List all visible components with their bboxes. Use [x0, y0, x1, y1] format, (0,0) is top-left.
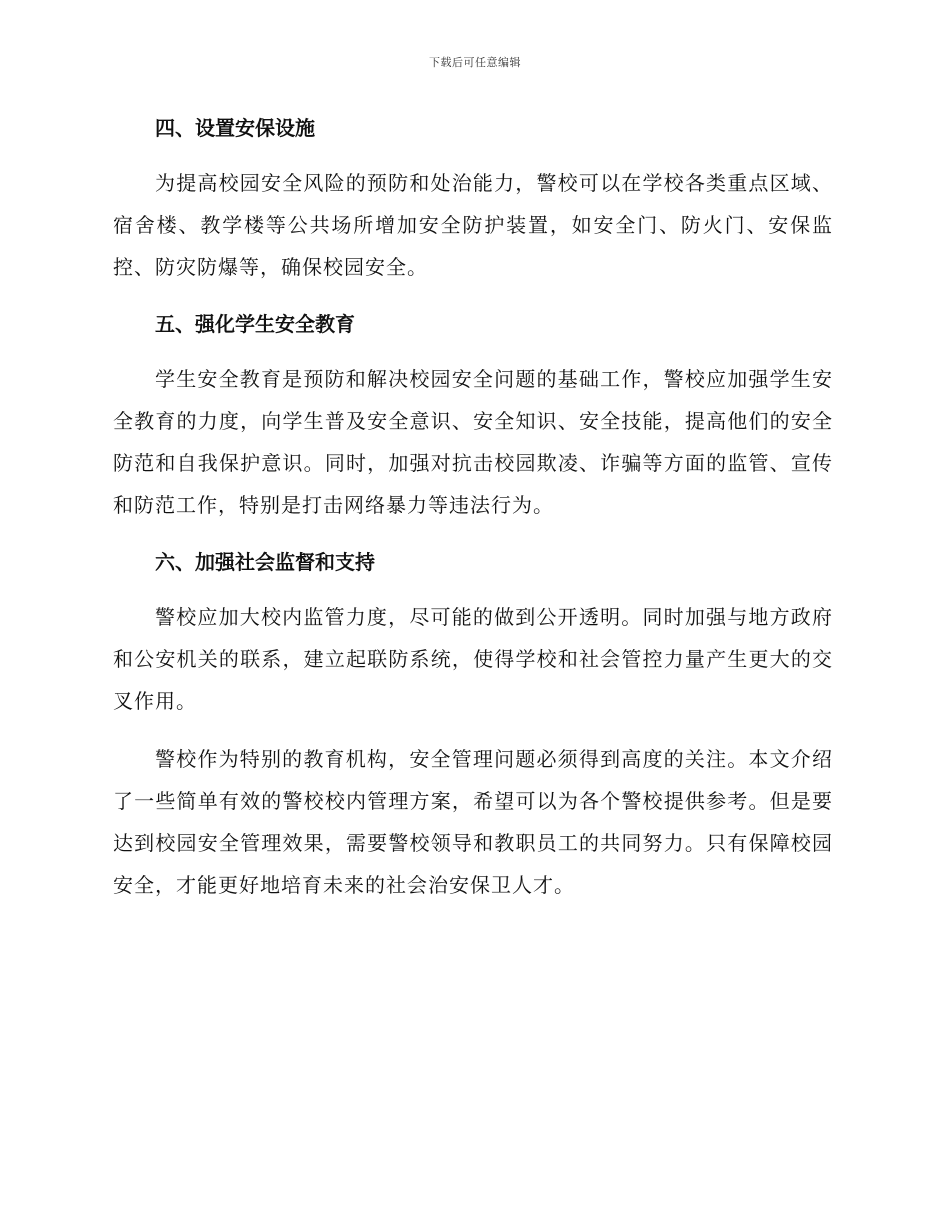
section-paragraph: 学生安全教育是预防和解决校园安全问题的基础工作，警校应加强学生安全教育的力度，向学生普及安全意识、安全知识、安全技能，提高他们的安全防范和自我保护意识。同时，加强对抗击校园欺凌、诈骗等方面的监管、宣传和防范工作，特别是打击网络暴力等违法行为。: [113, 367, 833, 517]
section-heading: 四、设置安保设施: [155, 116, 315, 140]
section-heading: 六、加强社会监督和支持: [155, 550, 375, 574]
section-5: [113, 304, 833, 526]
section-6: [113, 542, 833, 722]
section-4: [113, 108, 833, 288]
section-paragraph: 警校应加大校内监管力度，尽可能的做到公开透明。同时加强与地方政府和公安机关的联系，建立起联防系统，使得学校和社会管控力量产生更大的交叉作用。: [113, 605, 833, 713]
section-paragraph: 为提高校园安全风险的预防和处治能力，警校可以在学校各类重点区域、宿舍楼、教学楼等公共场所增加安全防护装置，如安全门、防火门、安保监控、防灾防爆等，确保校园安全。: [113, 171, 833, 279]
conclusion-paragraph: 警校作为特别的教育机构，安全管理问题必须得到高度的关注。本文介绍了一些简单有效的警校校内管理方案，希望可以为各个警校提供参考。但是要达到校园安全管理效果，需要警校领导和教职员工的共同努力。只有保障校园安全，才能更好地培育未来的社会治安保卫人才。: [113, 747, 833, 897]
document-body: [113, 108, 833, 922]
header-note: 下载后可任意编辑: [429, 56, 521, 69]
section-heading: 五、强化学生安全教育: [155, 312, 355, 336]
